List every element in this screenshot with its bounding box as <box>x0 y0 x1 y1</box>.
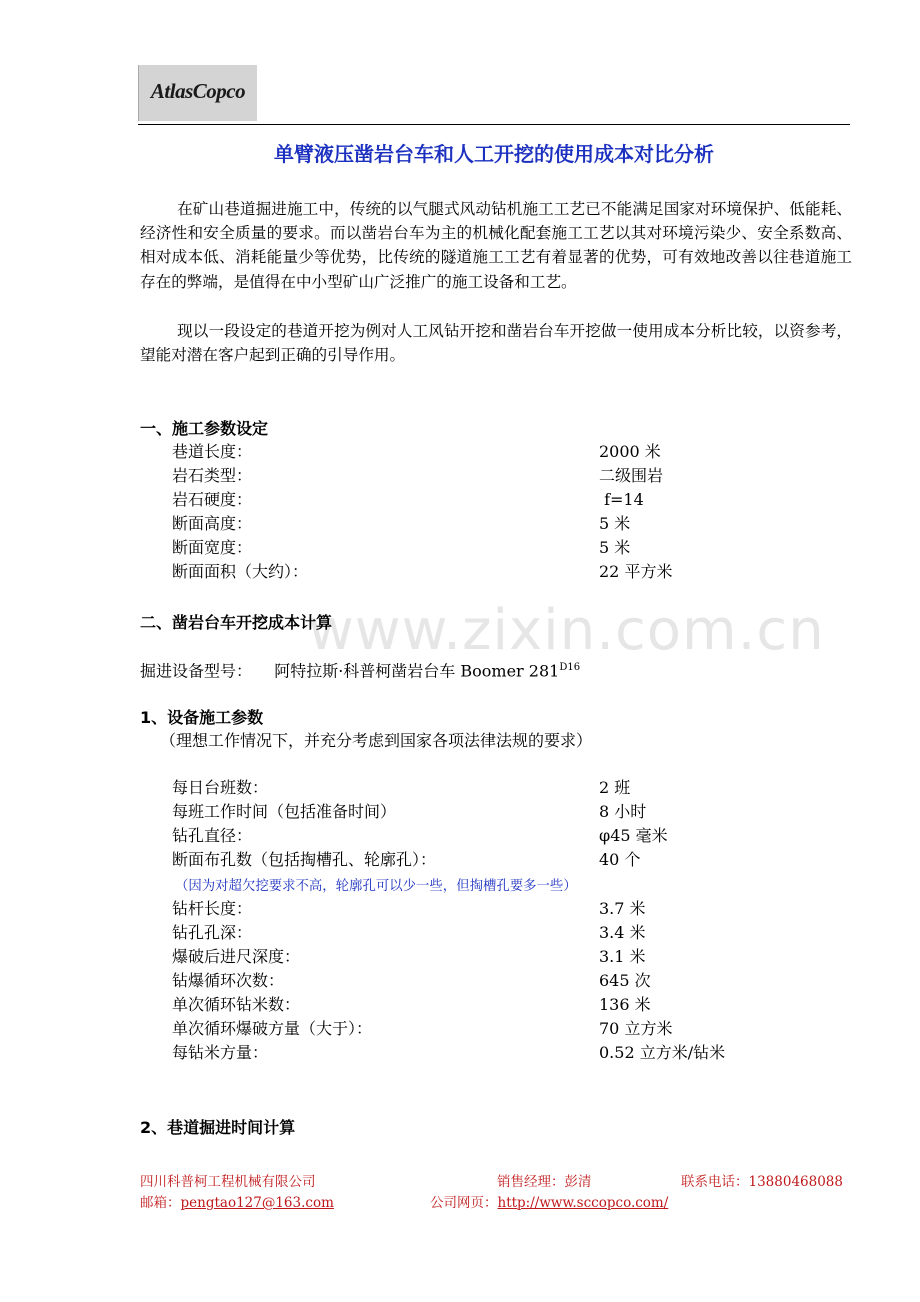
param-label: 岩石类型： <box>172 466 253 485</box>
equipment-param-row <box>172 848 852 872</box>
document-title: 单臂液压凿岩台车和人工开挖的使用成本对比分析 <box>274 142 714 166</box>
param-label: 断面面积（大约）： <box>172 562 309 581</box>
param-label: 岩石硬度： <box>172 490 253 509</box>
param-value: 2 班 <box>599 778 631 797</box>
param-value: 2000 米 <box>599 442 661 461</box>
equipment-param-row <box>172 824 852 848</box>
param-label: 单次循环钻米数： <box>172 995 301 1014</box>
param-value: φ45 毫米 <box>599 826 668 845</box>
param-value: f=14 <box>599 490 644 509</box>
param-label: 每日台班数： <box>172 778 269 797</box>
param-label: 钻孔直径： <box>172 826 253 845</box>
param-label: 断面高度： <box>172 514 253 533</box>
equipment-param-row <box>172 993 852 1017</box>
section2-heading: 二、凿岩台车开挖成本计算 <box>140 613 333 632</box>
footer-phone: 联系电话：13880468088 <box>681 1174 843 1190</box>
footer-company: 四川科普柯工程机械有限公司 <box>140 1174 316 1190</box>
equipment-param-row <box>172 945 852 969</box>
intro-paragraph-1-text: 在矿山巷道掘进施工中，传统的以气腿式风动钻机施工工艺已不能满足国家对环境保护、低能耗、经济性和安全质量的要求。而以凿岩台车为主的机械化配套施工工艺以其对环境污染少、安全系数高、相对成本低、消耗能量少等优势，比传统的隧道施工工艺有着显著的优势，可有效地改善以往巷道施工存在的弊端，是值得在中小型矿山广泛推广的施工设备和工艺。 <box>140 200 852 291</box>
atlas-copco-logo <box>138 65 257 121</box>
param-value: 3.1 米 <box>599 947 646 966</box>
param-value: 5 米 <box>599 514 631 533</box>
param-label: 单次循环爆破方量（大于）： <box>172 1019 373 1038</box>
param-value: 二级围岩 <box>599 466 664 485</box>
equipment-param-row <box>172 1017 852 1041</box>
param-value: 0.52 立方米/钻米 <box>599 1043 726 1062</box>
param-label: 钻杆长度： <box>172 899 253 918</box>
equipment-param-row <box>172 1041 852 1065</box>
footer-email-label: 邮箱： <box>140 1195 181 1211</box>
param-value: 5 米 <box>599 538 631 557</box>
section1-heading: 一、施工参数设定 <box>140 419 269 438</box>
footer-manager: 销售经理：彭清 <box>497 1174 592 1190</box>
param-row <box>172 560 852 584</box>
param-value: 70 立方米 <box>599 1019 673 1038</box>
equipment-param-row <box>172 800 852 824</box>
param-label: 爆破后进尺深度： <box>172 947 301 966</box>
param-row <box>172 536 852 560</box>
param-value: 40 个 <box>599 850 641 869</box>
param-value: 3.4 米 <box>599 923 646 942</box>
equipment-param-row <box>172 969 852 993</box>
logo-text: AtlasCopco <box>150 79 246 103</box>
param-value: 136 米 <box>599 995 651 1014</box>
intro-paragraph-2 <box>140 319 852 367</box>
param-label: 钻孔孔深： <box>172 923 253 942</box>
equipment-model-line <box>140 656 580 683</box>
equipment-param-row <box>172 921 852 945</box>
footer-email-link[interactable]: pengtao127@163.com <box>180 1195 334 1211</box>
param-value: 22 平方米 <box>599 562 673 581</box>
header-divider <box>138 124 850 125</box>
param-label: 每钻米方量： <box>172 1043 269 1062</box>
watermark: www.zixin.com.cn <box>308 598 825 663</box>
param-label: 断面宽度： <box>172 538 253 557</box>
param-row <box>172 464 852 488</box>
param-label: 断面布孔数（包括掏槽孔、轮廓孔）： <box>172 850 437 869</box>
param-value: 3.7 米 <box>599 899 646 918</box>
param-value: 8 小时 <box>599 802 647 821</box>
equipment-param-row <box>172 776 852 800</box>
subsection1-heading: 1、设备施工参数 <box>140 708 264 727</box>
blue-remark: （因为对超欠挖要求不高，轮廓孔可以少一些，但掏槽孔要多一些） <box>175 879 577 894</box>
equipment-label: 掘进设备型号： <box>140 661 253 681</box>
param-value: 645 次 <box>599 971 651 990</box>
footer-email-line <box>140 1191 334 1211</box>
intro-paragraph-2-text: 现以一段设定的巷道开挖为例对人工风钻开挖和凿岩台车开挖做一使用成本分析比较，以资参考，望能对潜在客户起到正确的引导作用。 <box>140 322 852 365</box>
param-row <box>172 440 852 464</box>
subsection2-heading: 2、巷道掘进时间计算 <box>140 1118 296 1137</box>
footer-website-line <box>430 1191 668 1211</box>
subsection1-note: （理想工作情况下，并充分考虑到国家各项法律法规的要求） <box>160 731 593 750</box>
intro-paragraph-1 <box>140 197 852 294</box>
param-label: 钻爆循环次数： <box>172 971 285 990</box>
equipment-superscript: D16 <box>559 662 581 673</box>
equipment-param-row <box>172 897 852 921</box>
param-label: 巷道长度： <box>172 442 253 461</box>
footer-website-link[interactable]: http://www.sccopco.com/ <box>497 1195 669 1211</box>
param-row <box>172 488 852 512</box>
equipment-value: 阿特拉斯·科普柯凿岩台车 Boomer 281 <box>274 661 560 681</box>
param-label: 每班工作时间（包括准备时间） <box>172 802 397 821</box>
footer-website-label: 公司网页： <box>430 1195 498 1211</box>
param-row <box>172 512 852 536</box>
